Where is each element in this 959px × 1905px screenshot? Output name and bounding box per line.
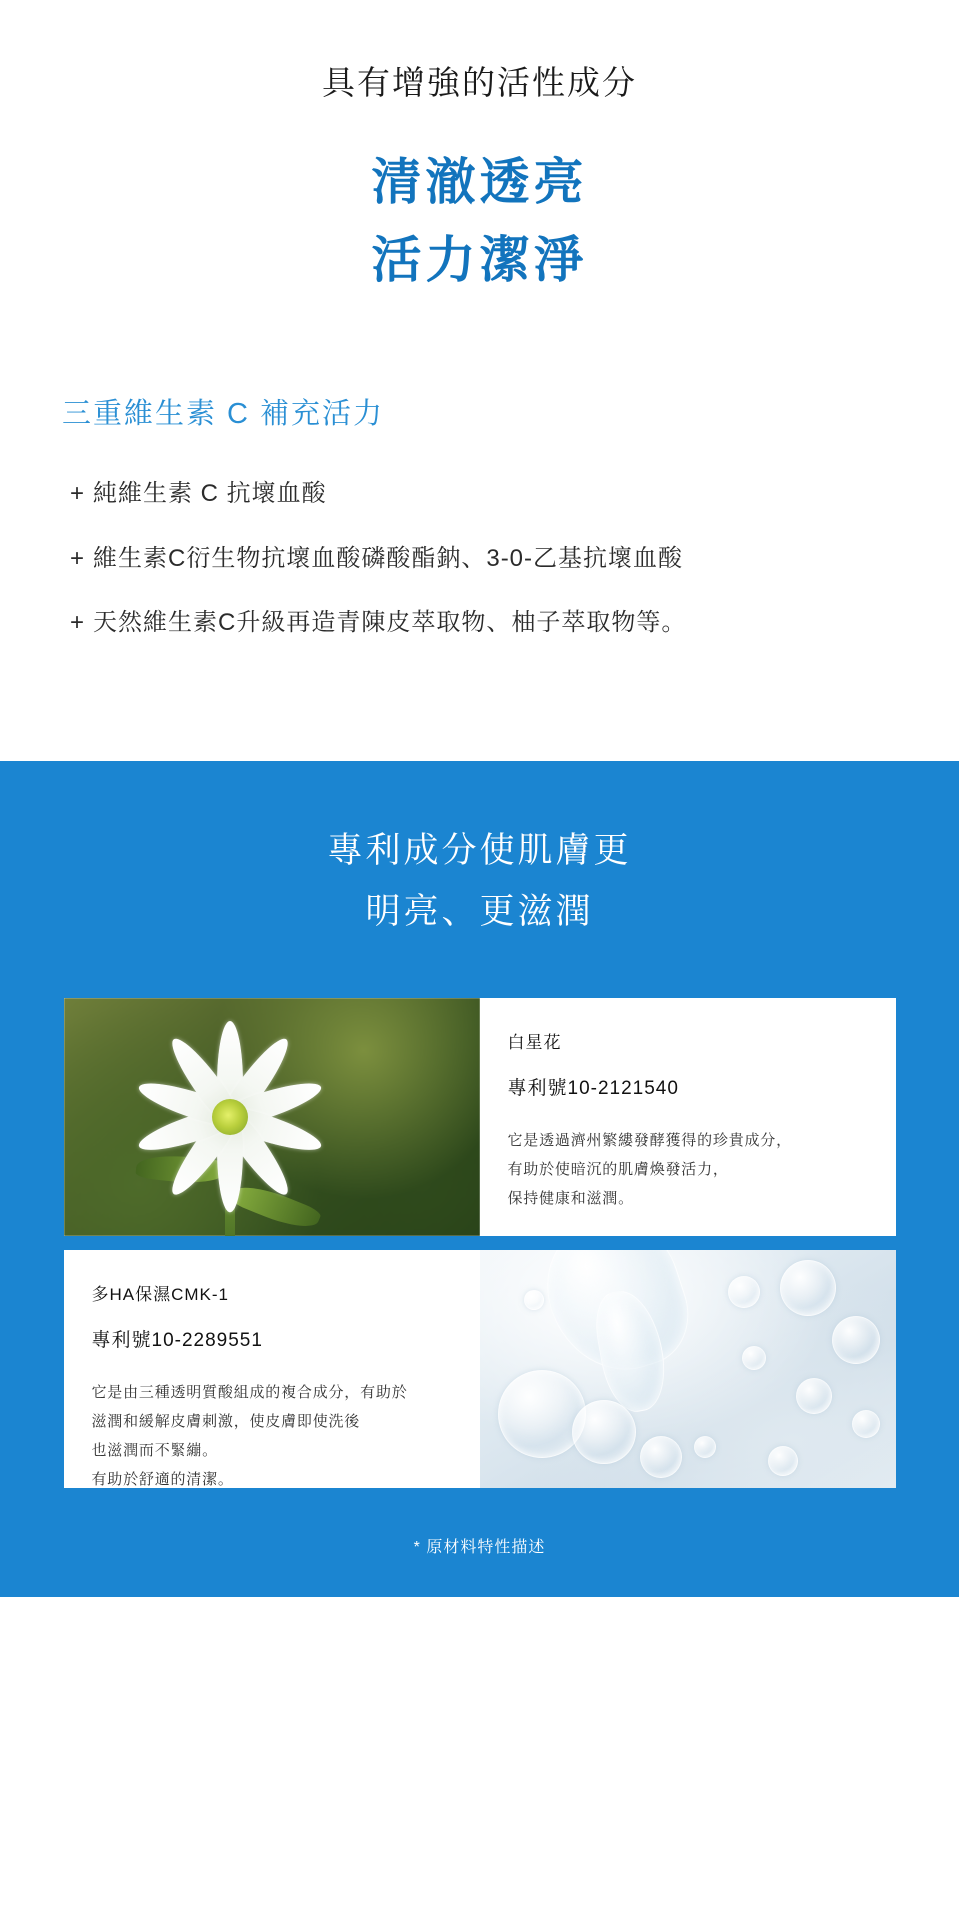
bubble <box>832 1316 880 1364</box>
flower-center <box>212 1099 248 1135</box>
card-description-line: 有助於使暗沉的肌膚煥發活力， <box>507 1160 729 1178</box>
page-title <box>0 144 959 299</box>
card-title: 白星花 <box>507 1032 562 1052</box>
bubble <box>728 1276 760 1308</box>
card-patent-number: 專利號10-2121540 <box>507 1077 679 1099</box>
bubble <box>852 1410 880 1438</box>
blue-title-line-2: 明亮、更滋潤 <box>365 891 594 931</box>
bullet-text: 維生素C衍生物抗壞血酸磷酸酯鈉、3-0-乙基抗壞血酸 <box>93 544 684 572</box>
bubble <box>694 1436 716 1458</box>
card-description-line: 有助於舒適的清潔。 <box>91 1471 234 1488</box>
bullet-text: 純維生素 C 抗壞血酸 <box>93 480 327 508</box>
table-row <box>64 1250 896 1488</box>
bubble <box>572 1400 636 1464</box>
bubble <box>640 1436 682 1478</box>
bubble <box>524 1290 544 1310</box>
list-item <box>70 478 919 510</box>
bubble <box>498 1370 586 1458</box>
card-description-line: 保持健康和滋潤。 <box>507 1190 634 1208</box>
headline-line-1: 清澈透亮 <box>371 154 588 211</box>
card-text-block <box>64 1250 480 1488</box>
footnote-text: * 原材料特性描述 <box>413 1538 546 1556</box>
bullet-marker: + <box>70 544 86 572</box>
headline-line-2: 活力潔淨 <box>371 231 588 288</box>
card-description-line: 它是由三種透明質酸組成的複合成分，有助於 <box>91 1383 408 1401</box>
bullet-text: 天然維生素C升級再造青陳皮萃取物、柚子萃取物等。 <box>93 608 687 636</box>
list-item <box>70 607 919 639</box>
card-text-block <box>480 998 896 1236</box>
card-description-line: 它是透過濟州繁縷發酵獲得的珍貴成分， <box>507 1131 792 1149</box>
patented-ingredients-section <box>0 761 959 1596</box>
card-description-line: 也滋潤而不緊繃。 <box>91 1442 218 1460</box>
table-row <box>64 998 896 1236</box>
card-patent-number: 專利號10-2289551 <box>91 1329 263 1351</box>
active-ingredients-section <box>0 0 959 711</box>
ingredient-bullet-list <box>0 478 959 639</box>
card-description <box>508 1126 868 1214</box>
bullet-marker: + <box>70 608 86 636</box>
list-item <box>70 543 919 575</box>
eyebrow-text: 具有增強的活性成分 <box>322 64 637 101</box>
bubble <box>768 1446 798 1476</box>
white-star-flower-photo <box>64 998 480 1236</box>
bubble <box>742 1346 766 1370</box>
section-subtitle: 三重維生素 C 補充活力 <box>62 398 385 431</box>
card-description-line: 滋潤和緩解皮膚刺激，使皮膚即使洗後 <box>91 1412 361 1430</box>
card-description <box>92 1378 452 1488</box>
bubble <box>796 1378 832 1414</box>
blue-section-title <box>0 821 959 941</box>
bullet-marker: + <box>70 480 86 508</box>
card-title: 多HA保濕CMK-1 <box>91 1284 230 1304</box>
blue-title-line-1: 專利成分使肌膚更 <box>327 831 632 871</box>
hyaluronic-gel-bubbles-photo <box>480 1250 896 1488</box>
ingredient-card-list <box>64 998 896 1488</box>
bubble <box>780 1260 836 1316</box>
